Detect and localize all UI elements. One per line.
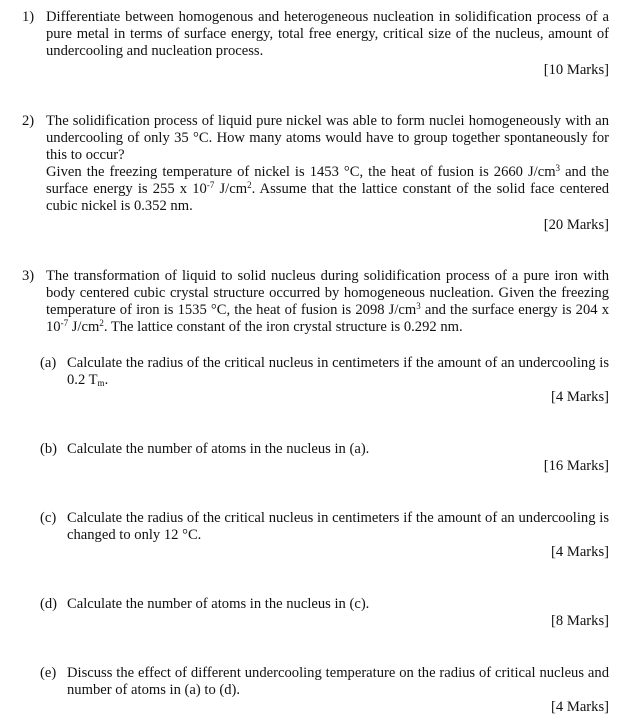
question-number: 3) [22,268,35,284]
marks-label: [20 Marks] [543,217,609,233]
part-text: Calculate the number of atoms in the nucleus in (c). [67,596,370,612]
marks-label: [4 Marks] [551,544,609,560]
part-text: Calculate the radius of the critical nucleus in centimeters if the amount of an undercooling is changed to only 12 °C. [67,510,609,543]
question-text: Differentiate between homogenous and heterogeneous nucleation in solidification process of a pure metal in terms of surface energy, total free energy, critical size of the nucleus, amount of undercooling and nucleation process. [46,9,609,59]
question-text-part-a: The solidification process of liquid pure nickel was able to form nuclei homogeneously with an undercooling of only 35 °C. How many atoms would have to group together spontaneously for this to occur? [46,113,609,163]
question-number: 1) [22,9,35,25]
part-label: (e) [40,665,57,681]
marks-label: [10 Marks] [543,62,609,78]
part-text: Calculate the number of atoms in the nucleus in (a). [67,441,370,457]
part-label: (d) [40,596,58,612]
part-text: Calculate the radius of the critical nucleus in centimeters if the amount of an undercooling is 0.2 $T_m$. [67,355,609,388]
marks-label: [4 Marks] [551,699,609,715]
part-label: (a) [40,355,57,371]
marks-label: [8 Marks] [551,613,609,629]
part-text: Discuss the effect of different undercooling temperature on the radius of critical nucleus and number of atoms in (a) to (d). [67,665,609,698]
marks-label: [4 Marks] [551,389,609,405]
question-text: The transformation of liquid to solid nucleus during solidification process of a pure iron with body centered cubic crystal structure occurred by homogeneous nucleation. Given the freezing temperature of iron is 1535 °C, the heat of fusion is 2098 $J/cm^3$ and the surface energy is 204 x $10^{-7}$ $J/cm^2$. The lattice constant of the iron crystal structure is 0.292 nm. [46,268,609,335]
question-text [46,113,609,215]
question-number: 2) [22,113,35,129]
part-label: (b) [40,441,58,457]
marks-label: [16 Marks] [543,458,609,474]
question-text-part-b: Given the freezing temperature of nickel is 1453 °C, the heat of fusion is 2660 $J/cm^3$ and the surface energy is 255 x $10^{-7}$ $J/cm^2$. Assume that the lattice constant of the solid face centered cubic nickel is 0.352 nm. [46,163,609,214]
part-label: (c) [40,510,57,526]
